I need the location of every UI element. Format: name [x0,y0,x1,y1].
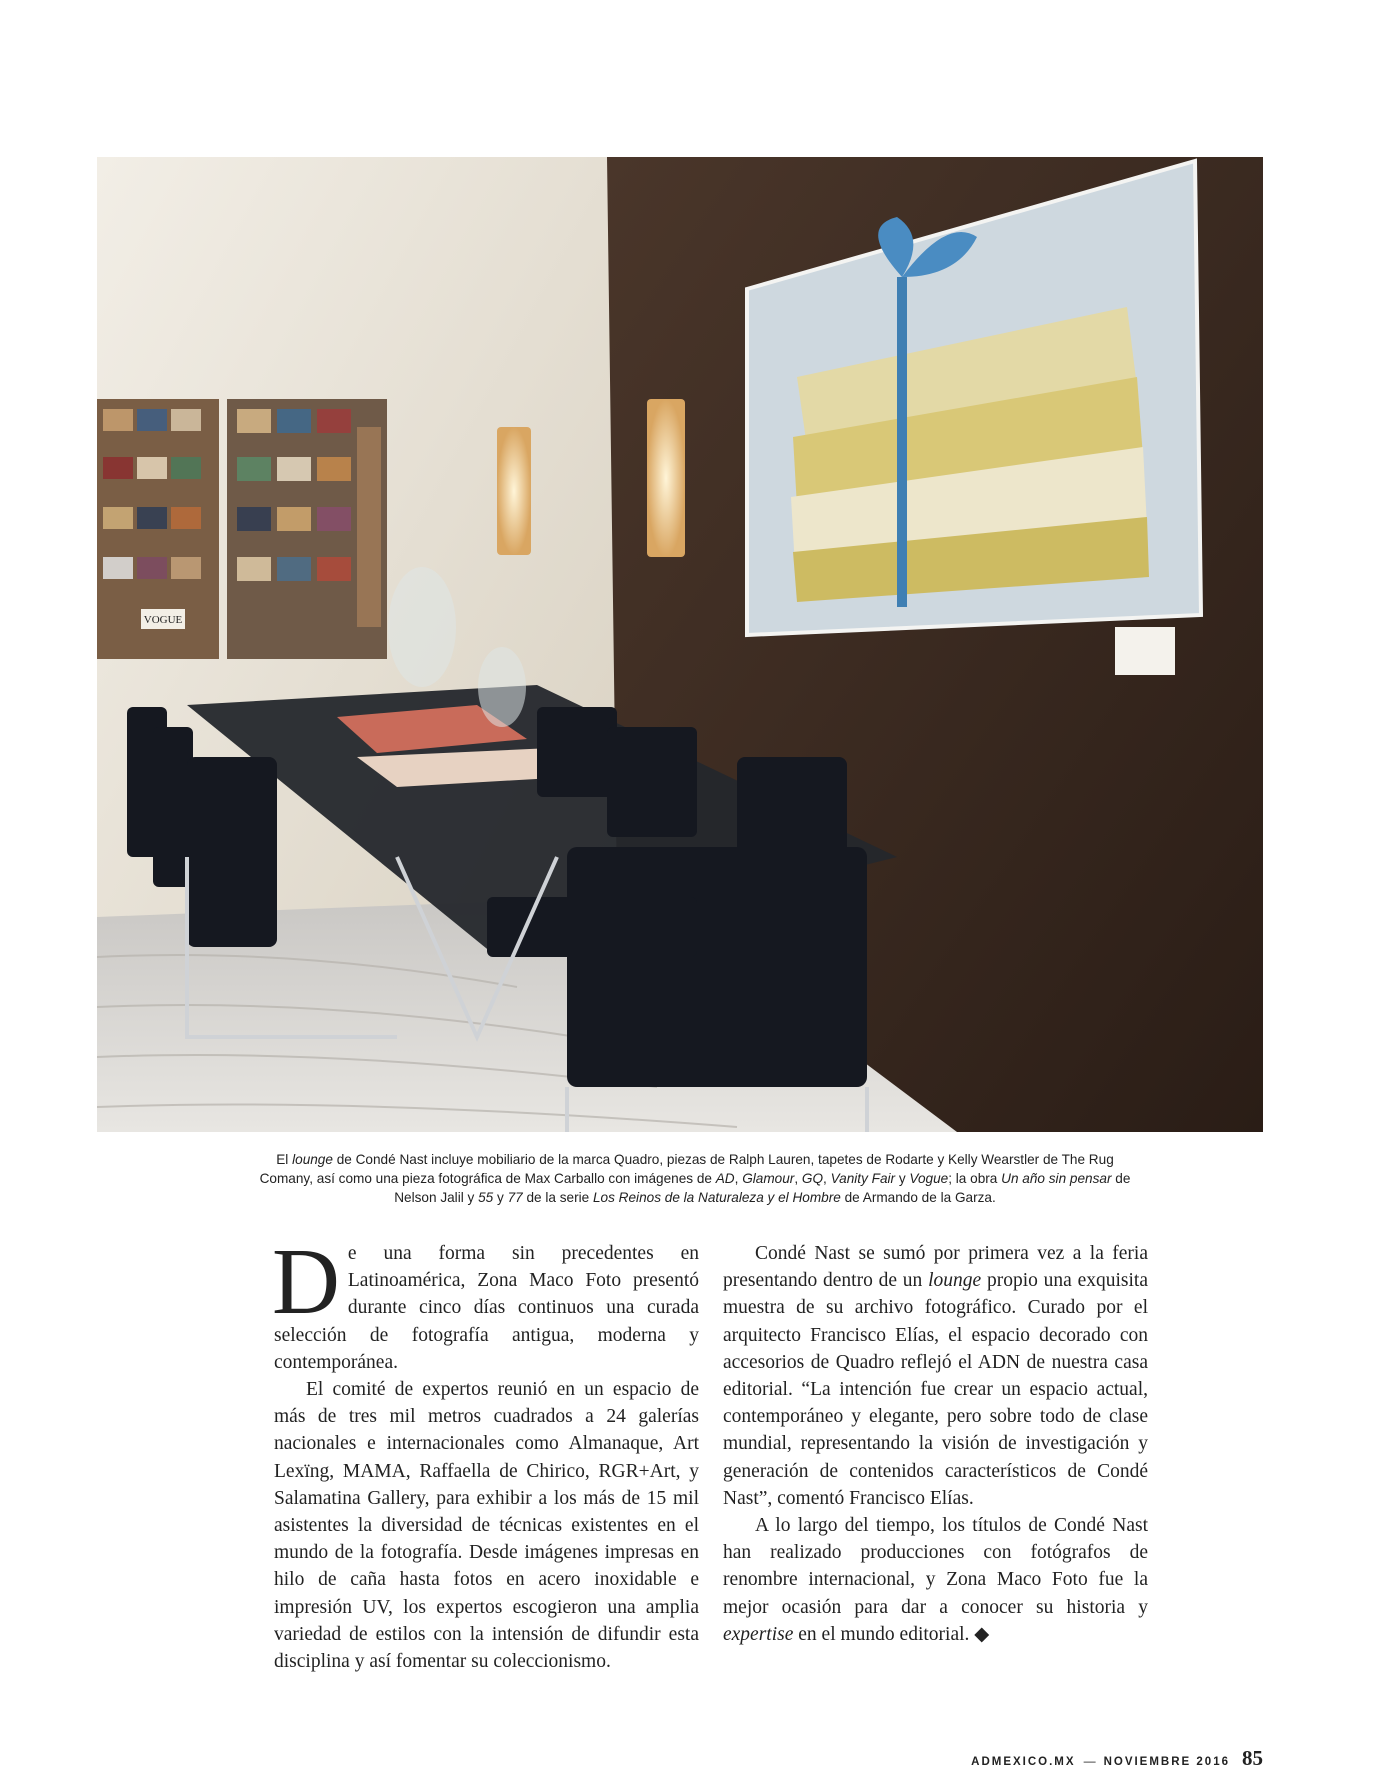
footer-website: ADMEXICO.MX [971,1756,1076,1768]
caption-italic: 77 [507,1190,523,1205]
caption-text: , [794,1171,802,1186]
lounge-photo-illustration [97,157,1263,1132]
paragraph-text: A lo largo del tiempo, los títulos de Condé Nast han realizado producciones con fotógrafos de renombre internacional, y Zona Maco Foto fue la mejor ocasión para dar a conocer su historia y [723,1515,1148,1618]
paragraph-text: Condé Nast se sumó por primera vez a la feria presentando dentro de un [723,1243,1148,1292]
paragraph-text: e una forma sin precedentes en Latinoamérica, Zona Maco Foto presentó durante cinco días continuos una curada selección de fotografía antigua, moderna y contemporánea. [274,1243,699,1373]
caption-italic: GQ [801,1171,824,1186]
caption-italic: Vanity Fair [830,1171,896,1186]
caption-italic: Glamour [742,1171,795,1186]
paragraph-text: en el mundo editorial. [793,1623,975,1645]
caption-text: , [734,1171,743,1186]
footer-issue-date: NOVIEMBRE 2016 [1103,1756,1230,1768]
caption-text: de Condé Nast incluye mobiliario de la marca Quadro, piezas de Ralph Lauren, tapetes de Rodarte y Kelly Wearstler de The Rug Comany, así como una pieza fotográfica de Max Carballo con imágenes de [259,1152,1114,1186]
caption-text: El [276,1152,293,1167]
page-footer [971,1746,1263,1771]
article-column-left [272,1230,699,1675]
article-paragraph [723,1240,1148,1512]
caption-italic: Vogue [909,1171,949,1186]
caption-text: de Nelson Jalil y [394,1171,1131,1205]
drop-cap: D [272,1230,340,1334]
vogue-cover-label: VOGUE [143,614,183,626]
article-paragraph [723,1512,1148,1648]
caption-text: , [823,1171,831,1186]
article-paragraph: El comité de expertos reunió en un espacio de más de tres mil metros cuadrados a 24 galerías nacionales e internacionales como Almanaque, Art Lexïng, MAMA, Raffaella de Chirico, RGR+Art, y Salamatina Gallery, para exhibir a los más de 15 mil asistentes la diversidad de técnicas existentes en el mundo de la fotografía. Desde imágenes impresas en hilo de caña hasta fotos en acero inoxidable e impresión UV, los expertos escogieron una amplia variedad de estilos con la intensión de difundir esta disciplina y así fomentar su coleccionismo. [274,1379,699,1673]
caption-text: de la serie [522,1190,593,1205]
paragraph-italic: lounge [928,1270,982,1292]
caption-text: y [493,1190,508,1205]
lounge-photo [97,157,1263,1132]
caption-italic: AD [715,1171,735,1186]
article-column-right [723,1240,1148,1648]
paragraph-text: propio una exquisita muestra de su archivo fotográfico. Curado por el arquitecto Francisco Elías, el espacio decorado con accesorios de Quadro reflejó el ADN de nuestra casa editorial. “La intención fue crear un espacio actual, contemporáneo y elegante, pero sobre todo de clase mundial, representando la visión de investigación y generación de contenidos característicos de Condé Nast”, comentó Francisco Elías. [723,1270,1149,1509]
caption-italic: 55 [478,1190,494,1205]
article-paragraph [272,1230,699,1376]
photo-caption [250,1150,1140,1207]
caption-text: y [895,1171,910,1186]
caption-text: de Armando de la Garza. [840,1190,996,1205]
caption-italic: lounge [292,1152,333,1167]
caption-italic: Un año sin pensar [1001,1171,1112,1186]
footer-separator: — [1083,1754,1096,1768]
caption-italic: Los Reinos de la Naturaleza y el Hombre [592,1190,841,1205]
paragraph-italic: expertise [723,1623,794,1645]
page-number: 85 [1242,1746,1263,1770]
end-mark-icon: ◆ [974,1623,990,1645]
caption-text: ; la obra [948,1171,1002,1186]
